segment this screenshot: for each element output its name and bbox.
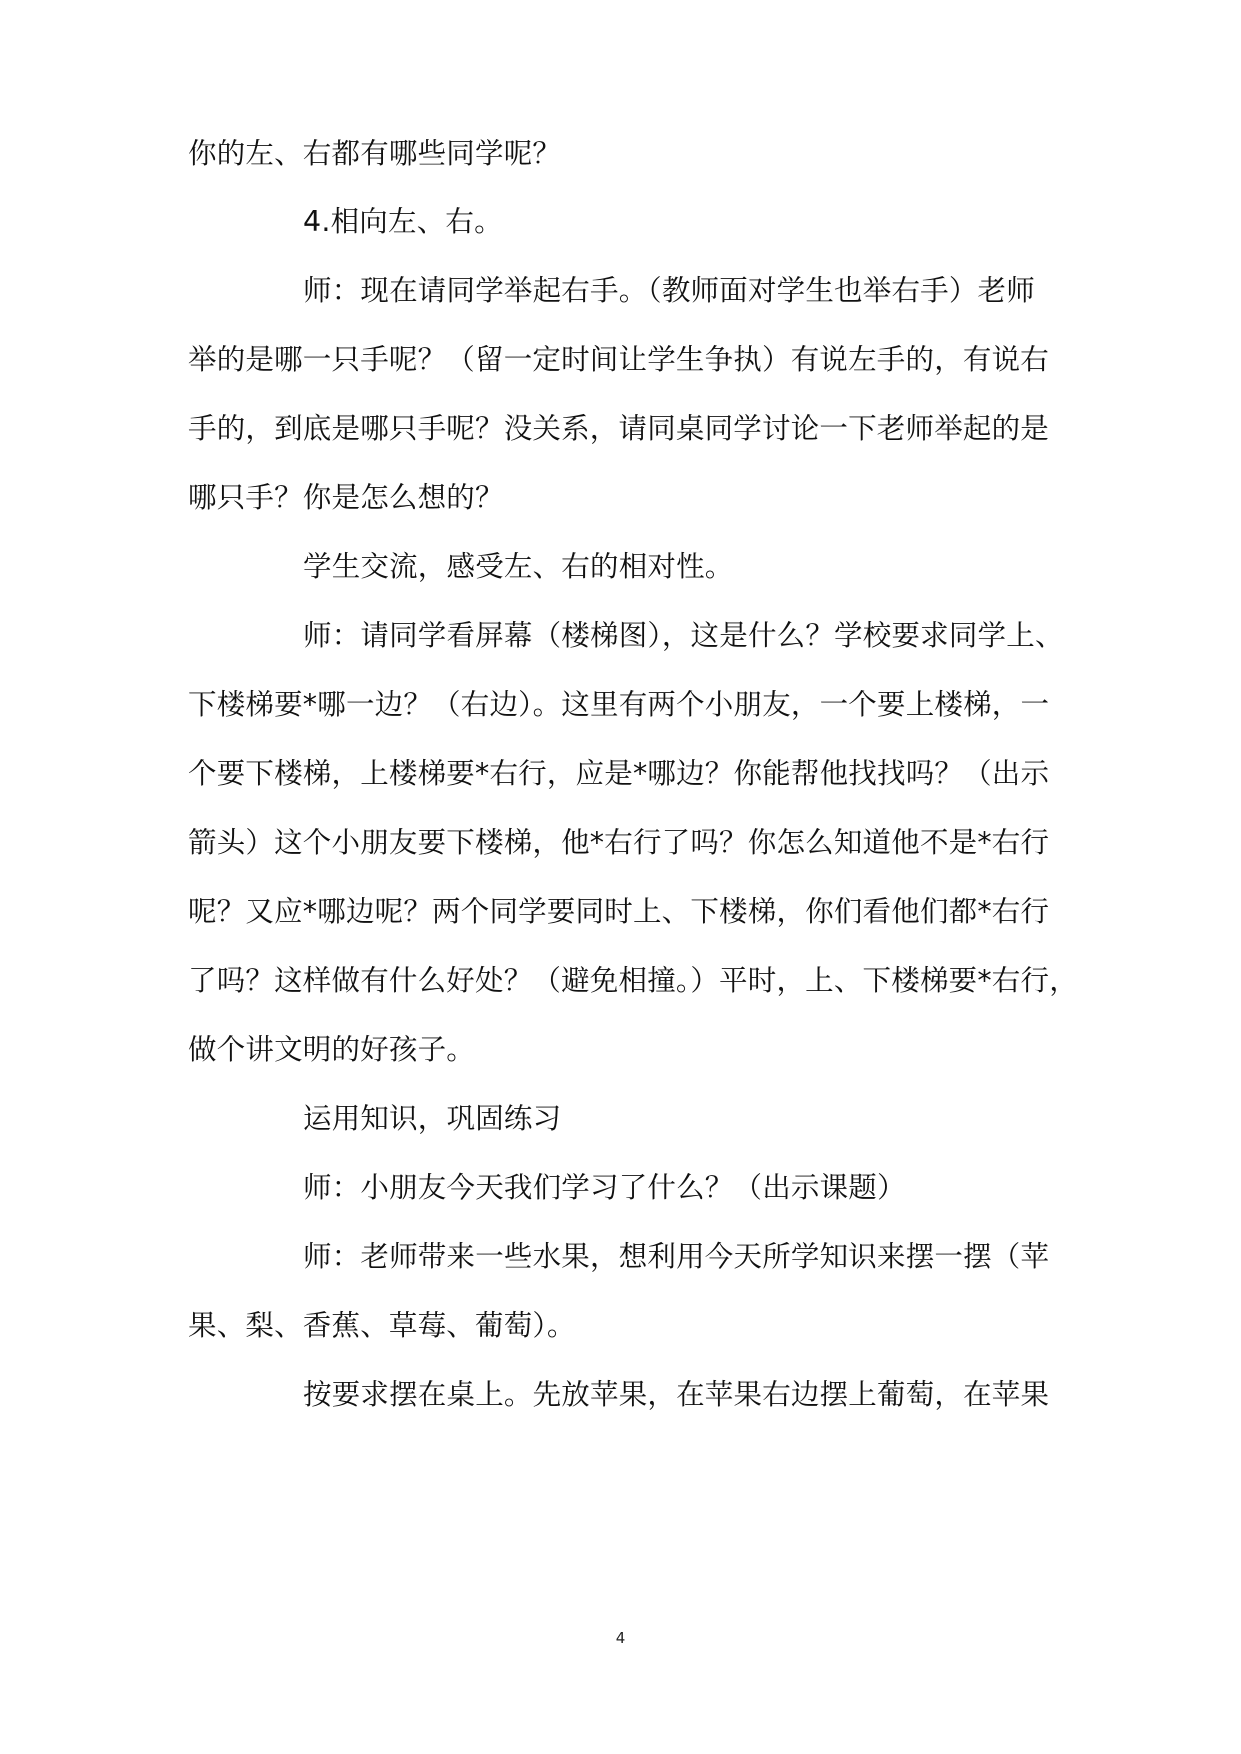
text-line: 做个讲文明的好孩子。 bbox=[188, 1033, 476, 1066]
text-line: 按要求摆在桌上。先放苹果，在苹果右边摆上葡萄，在苹果 bbox=[303, 1378, 1050, 1411]
text-line: 果、梨、香蕉、草莓、葡萄）。 bbox=[188, 1309, 576, 1342]
text-line: 呢？又应*哪边呢？两个同学要同时上、下楼梯，你们看他们都*右行 bbox=[188, 895, 1050, 928]
text-line: 了吗？这样做有什么好处？（避免相撞。）平时，上、下楼梯要*右行， bbox=[188, 964, 1078, 997]
section-heading: 运用知识，巩固练习 bbox=[303, 1102, 562, 1135]
text-line: 师：现在请同学举起右手。（教师面对学生也举右手）老师 bbox=[303, 274, 1035, 307]
text-line: 箭头）这个小朋友要下楼梯，他*右行了吗？你怎么知道他不是*右行 bbox=[188, 826, 1050, 859]
text-line: 师：请同学看屏幕（楼梯图），这是什么？学校要求同学上、 bbox=[303, 619, 1064, 652]
text-line: 哪只手？你是怎么想的？ bbox=[188, 481, 504, 514]
text-line: 个要下楼梯，上楼梯要*右行，应是*哪边？你能帮他找找吗？（出示 bbox=[188, 757, 1050, 790]
text-line: 下楼梯要*哪一边？（右边）。这里有两个小朋友，一个要上楼梯，一 bbox=[188, 688, 1050, 721]
page-number: 4 bbox=[615, 1629, 626, 1647]
text-line: 师：老师带来一些水果，想利用今天所学知识来摆一摆（苹 bbox=[303, 1240, 1050, 1273]
text-line: 学生交流，感受左、右的相对性。 bbox=[303, 550, 734, 583]
text-line: 举的是哪一只手呢？（留一定时间让学生争执）有说左手的，有说右 bbox=[188, 343, 1050, 376]
text-line: 4.相向左、右。 bbox=[303, 205, 503, 238]
text-line: 你的左、右都有哪些同学呢？ bbox=[188, 137, 562, 170]
text-line: 手的，到底是哪只手呢？没关系，请同桌同学讨论一下老师举起的是 bbox=[188, 412, 1050, 445]
text-line: 师：小朋友今天我们学习了什么？（出示课题） bbox=[303, 1171, 906, 1204]
